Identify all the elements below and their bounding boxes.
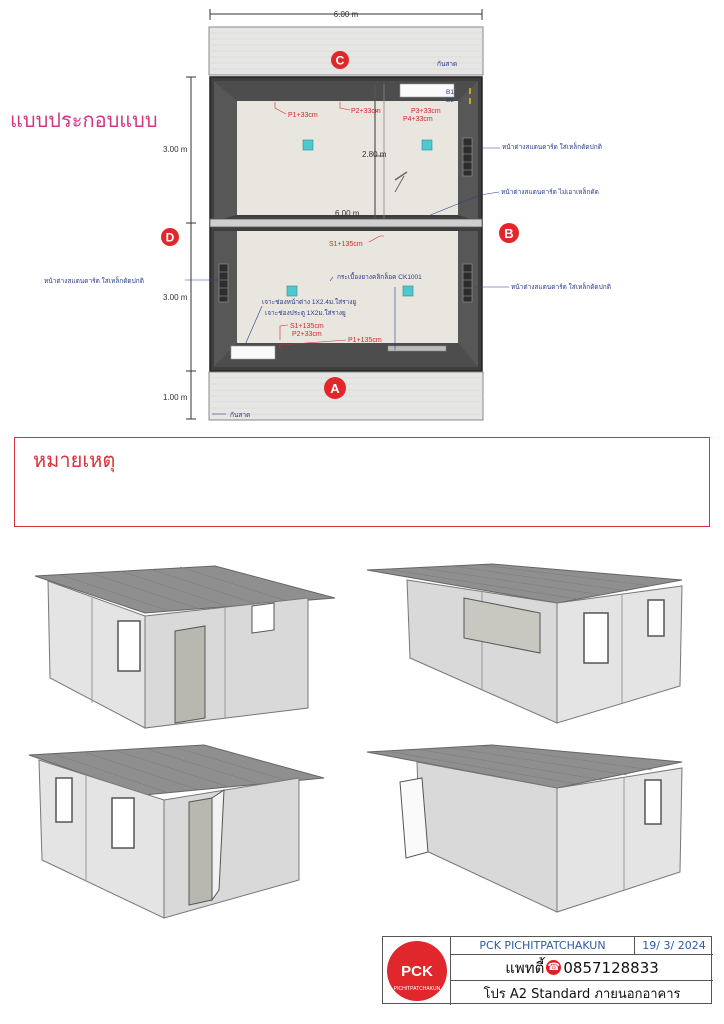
dim-top: 6.00 m bbox=[333, 10, 359, 19]
page-title: แบบประกอบแบบ bbox=[10, 108, 158, 132]
notes-box bbox=[14, 437, 710, 527]
dim-left-bottom: 1.00 m bbox=[163, 393, 188, 402]
dim-left-upper: 3.00 m bbox=[163, 145, 188, 154]
label-b2: B2 bbox=[446, 97, 454, 104]
perspective-view-3 bbox=[24, 740, 344, 925]
dim-mid: 6.00 m bbox=[335, 209, 360, 218]
firm-name: PCK PICHITPATCHAKUN bbox=[451, 937, 635, 954]
label-p2-low: P2+33cm bbox=[292, 331, 322, 338]
logo-text: PCK bbox=[401, 963, 433, 980]
label-p1-low: P1+135cm bbox=[348, 337, 382, 344]
marker-b-label: B bbox=[504, 226, 514, 241]
dim-left-lower: 3.00 m bbox=[163, 293, 188, 302]
company-logo bbox=[383, 937, 451, 1005]
phone-icon: ☎ bbox=[547, 962, 561, 973]
label-b1: B1 bbox=[446, 89, 454, 96]
notes-title: หมายเหตุ bbox=[33, 448, 116, 472]
marker-a-label: A bbox=[330, 381, 340, 396]
note-window-right-lower: หน้าต่างสแตนดาร์ด ใส่เหล็กดัดปกติ bbox=[511, 284, 611, 291]
label-s1-low: S1+135cm bbox=[290, 323, 324, 330]
drawing-date: 19/ 3/ 2024 bbox=[642, 939, 706, 952]
title-row-firm bbox=[451, 937, 713, 955]
inner-height: 2.80 m bbox=[362, 150, 387, 159]
label-p1-top: P1+33cm bbox=[288, 112, 318, 119]
label-p3-top: P3+33cm bbox=[411, 108, 441, 115]
label-p2-top: P2+33cm bbox=[351, 108, 381, 115]
project-name: โปร A2 Standard ภายนอกอาคาร bbox=[483, 986, 681, 1002]
label-p4-top: P4+33cm bbox=[403, 116, 433, 123]
phone-number: 0857128833 bbox=[563, 958, 659, 977]
perspective-view-2 bbox=[362, 558, 702, 738]
gutter-bottom-label: กันสาด bbox=[230, 412, 251, 419]
note-window-right-mid: หน้าต่างสแตนดาร์ด ไม่เอาเหล็กดัด bbox=[501, 189, 599, 196]
marker-c-label: C bbox=[335, 53, 345, 68]
note-window-right-upper: หน้าต่างสแตนดาร์ด ใส่เหล็กดัดปกติ bbox=[502, 144, 602, 151]
contact-name: แพทตี้ bbox=[505, 958, 545, 977]
window-icon bbox=[118, 621, 140, 671]
perspective-view-4 bbox=[362, 740, 702, 925]
note-opening-door: เจาะช่องประตู 1X2ม.ใส่รางยู bbox=[265, 310, 346, 317]
title-row-contact bbox=[451, 955, 713, 981]
note-window-left: หน้าต่างสแตนดาร์ด ใส่เหล็กดัดปกติ bbox=[44, 278, 144, 285]
floor-plan bbox=[0, 0, 724, 430]
marker-d-label: D bbox=[165, 230, 175, 245]
note-tile: กระเบื้องยางคลิกล็อค CK1001 bbox=[337, 274, 422, 281]
logo-subtext: PICHITPATCHAKUN bbox=[393, 986, 441, 992]
label-s1-mid: S1+135cm bbox=[329, 241, 363, 248]
note-opening-window: เจาะช่องหน้าต่าง 1X2.4ม.ใส่รางยู bbox=[262, 299, 357, 306]
gutter-top-label: กันสาด bbox=[437, 61, 458, 68]
title-block bbox=[382, 936, 712, 1004]
perspective-view-1 bbox=[30, 558, 350, 738]
